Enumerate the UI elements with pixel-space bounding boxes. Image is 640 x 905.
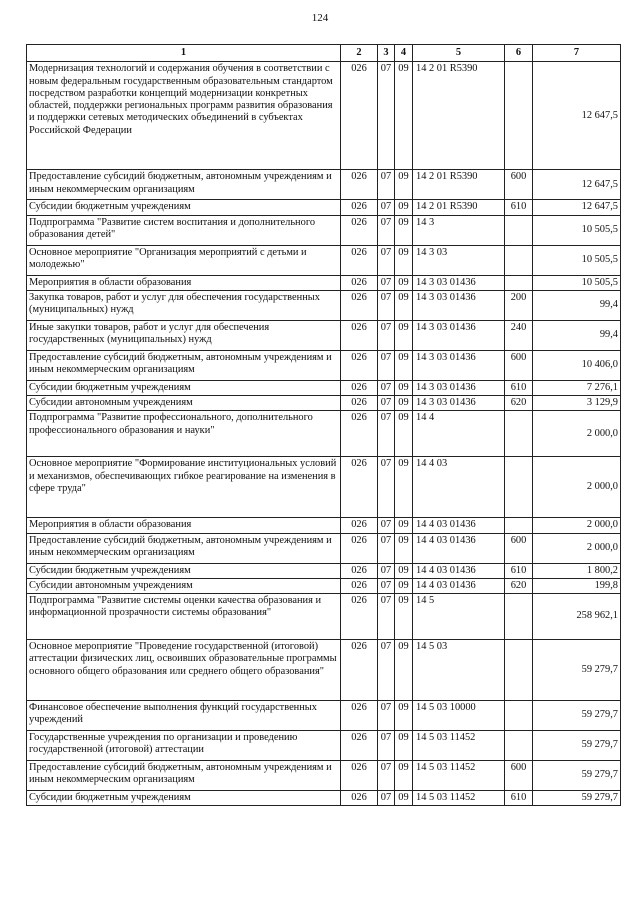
row-code-target: 14 4 03 01436 bbox=[413, 518, 505, 533]
row-code-target: 14 4 03 01436 bbox=[413, 533, 505, 563]
row-code-section: 07 bbox=[378, 731, 395, 761]
row-code-target: 14 4 03 bbox=[413, 457, 505, 518]
row-name: Основное мероприятие "Формирование институциональных условий и механизмов, обеспечивающих гибкое реагирование на изменения в сфере труда" bbox=[27, 457, 341, 518]
header-col-5: 5 bbox=[413, 45, 505, 62]
row-code-expense bbox=[505, 457, 533, 518]
table-row bbox=[27, 350, 621, 380]
row-code-subsection: 09 bbox=[395, 215, 413, 245]
row-code-target: 14 2 01 R5390 bbox=[413, 170, 505, 200]
row-code-section: 07 bbox=[378, 275, 395, 290]
row-name: Субсидии автономным учреждениям bbox=[27, 578, 341, 593]
row-code-subsection: 09 bbox=[395, 320, 413, 350]
row-code-section: 07 bbox=[378, 320, 395, 350]
row-code-expense: 610 bbox=[505, 791, 533, 806]
row-code-admin: 026 bbox=[341, 731, 378, 761]
row-code-subsection: 09 bbox=[395, 791, 413, 806]
row-code-target: 14 2 01 R5390 bbox=[413, 62, 505, 170]
row-code-target: 14 3 03 01436 bbox=[413, 320, 505, 350]
row-code-subsection: 09 bbox=[395, 275, 413, 290]
table-row bbox=[27, 275, 621, 290]
row-code-admin: 026 bbox=[341, 200, 378, 215]
row-code-section: 07 bbox=[378, 791, 395, 806]
row-code-target: 14 5 03 11452 bbox=[413, 761, 505, 791]
row-code-subsection: 09 bbox=[395, 533, 413, 563]
budget-table bbox=[26, 44, 621, 806]
table-row bbox=[27, 170, 621, 200]
row-name: Предоставление субсидий бюджетным, автономным учреждениям и иным некоммерческим организациям bbox=[27, 350, 341, 380]
row-code-admin: 026 bbox=[341, 320, 378, 350]
row-amount: 99,4 bbox=[533, 320, 621, 350]
header-col-2: 2 bbox=[341, 45, 378, 62]
row-name: Иные закупки товаров, работ и услуг для обеспечения государственных (муниципальных) нужд bbox=[27, 320, 341, 350]
row-code-section: 07 bbox=[378, 533, 395, 563]
row-code-admin: 026 bbox=[341, 701, 378, 731]
row-code-expense: 610 bbox=[505, 563, 533, 578]
table-header-row bbox=[27, 45, 621, 62]
row-code-admin: 026 bbox=[341, 457, 378, 518]
row-code-admin: 026 bbox=[341, 275, 378, 290]
row-code-target: 14 4 03 01436 bbox=[413, 578, 505, 593]
table-row bbox=[27, 640, 621, 701]
table-row bbox=[27, 518, 621, 533]
table-row bbox=[27, 578, 621, 593]
row-code-admin: 026 bbox=[341, 215, 378, 245]
row-code-section: 07 bbox=[378, 457, 395, 518]
header-col-7: 7 bbox=[533, 45, 621, 62]
row-code-expense bbox=[505, 245, 533, 275]
row-code-admin: 026 bbox=[341, 563, 378, 578]
row-name: Субсидии бюджетным учреждениям bbox=[27, 791, 341, 806]
row-amount: 59 279,7 bbox=[533, 701, 621, 731]
row-code-subsection: 09 bbox=[395, 245, 413, 275]
row-code-target: 14 4 bbox=[413, 411, 505, 457]
row-code-expense bbox=[505, 640, 533, 701]
row-code-subsection: 09 bbox=[395, 640, 413, 701]
row-code-expense: 240 bbox=[505, 320, 533, 350]
row-code-expense bbox=[505, 731, 533, 761]
row-code-expense: 600 bbox=[505, 761, 533, 791]
row-code-section: 07 bbox=[378, 200, 395, 215]
page-number: 124 bbox=[311, 12, 329, 24]
row-code-expense: 600 bbox=[505, 533, 533, 563]
row-amount: 2 000,0 bbox=[533, 457, 621, 518]
row-code-expense bbox=[505, 518, 533, 533]
row-code-admin: 026 bbox=[341, 594, 378, 640]
row-code-admin: 026 bbox=[341, 518, 378, 533]
row-name: Государственные учреждения по организации и проведению государственной (итоговой) аттестации bbox=[27, 731, 341, 761]
row-code-expense: 200 bbox=[505, 290, 533, 320]
row-code-expense: 600 bbox=[505, 170, 533, 200]
row-code-subsection: 09 bbox=[395, 518, 413, 533]
row-code-expense bbox=[505, 701, 533, 731]
row-name: Основное мероприятие "Организация мероприятий с детьми и молодежью" bbox=[27, 245, 341, 275]
table-row bbox=[27, 396, 621, 411]
row-code-target: 14 5 03 11452 bbox=[413, 791, 505, 806]
row-code-section: 07 bbox=[378, 170, 395, 200]
row-name: Основное мероприятие "Проведение государственной (итоговой) аттестации физических лиц, освоивших образовательные программы основного общего образования или среднего общего образования" bbox=[27, 640, 341, 701]
row-code-subsection: 09 bbox=[395, 350, 413, 380]
row-amount: 3 129,9 bbox=[533, 396, 621, 411]
row-name: Мероприятия в области образования bbox=[27, 275, 341, 290]
row-code-target: 14 3 bbox=[413, 215, 505, 245]
row-amount: 12 647,5 bbox=[533, 62, 621, 170]
row-code-subsection: 09 bbox=[395, 563, 413, 578]
row-amount: 10 505,5 bbox=[533, 215, 621, 245]
table-row bbox=[27, 731, 621, 761]
row-amount: 59 279,7 bbox=[533, 731, 621, 761]
row-code-section: 07 bbox=[378, 380, 395, 395]
row-code-admin: 026 bbox=[341, 245, 378, 275]
row-code-target: 14 2 01 R5390 bbox=[413, 200, 505, 215]
row-code-subsection: 09 bbox=[395, 170, 413, 200]
table-row bbox=[27, 380, 621, 395]
row-amount: 10 406,0 bbox=[533, 350, 621, 380]
header-col-3: 3 bbox=[378, 45, 395, 62]
row-code-section: 07 bbox=[378, 701, 395, 731]
row-code-subsection: 09 bbox=[395, 290, 413, 320]
row-code-subsection: 09 bbox=[395, 62, 413, 170]
row-code-target: 14 3 03 01436 bbox=[413, 350, 505, 380]
row-code-section: 07 bbox=[378, 578, 395, 593]
row-name: Подпрограмма "Развитие системы оценки качества образования и информационной прозрачности системы образования" bbox=[27, 594, 341, 640]
row-code-target: 14 5 03 bbox=[413, 640, 505, 701]
row-name: Подпрограмма "Развитие систем воспитания и дополнительного образования детей" bbox=[27, 215, 341, 245]
row-name: Субсидии бюджетным учреждениям bbox=[27, 563, 341, 578]
table-row bbox=[27, 245, 621, 275]
row-code-subsection: 09 bbox=[395, 457, 413, 518]
row-code-admin: 026 bbox=[341, 380, 378, 395]
row-amount: 2 000,0 bbox=[533, 533, 621, 563]
row-amount: 1 800,2 bbox=[533, 563, 621, 578]
row-name: Закупка товаров, работ и услуг для обеспечения государственных (муниципальных) нужд bbox=[27, 290, 341, 320]
row-name: Предоставление субсидий бюджетным, автономным учреждениям и иным некоммерческим организациям bbox=[27, 170, 341, 200]
row-code-target: 14 3 03 01436 bbox=[413, 275, 505, 290]
row-code-admin: 026 bbox=[341, 761, 378, 791]
table-row bbox=[27, 200, 621, 215]
row-code-expense bbox=[505, 275, 533, 290]
row-code-section: 07 bbox=[378, 245, 395, 275]
row-code-expense bbox=[505, 594, 533, 640]
row-amount: 10 505,5 bbox=[533, 275, 621, 290]
row-code-expense bbox=[505, 62, 533, 170]
row-name: Мероприятия в области образования bbox=[27, 518, 341, 533]
row-code-section: 07 bbox=[378, 761, 395, 791]
row-code-subsection: 09 bbox=[395, 396, 413, 411]
row-code-admin: 026 bbox=[341, 533, 378, 563]
table-row bbox=[27, 215, 621, 245]
row-amount: 12 647,5 bbox=[533, 200, 621, 215]
row-amount: 12 647,5 bbox=[533, 170, 621, 200]
row-code-section: 07 bbox=[378, 396, 395, 411]
row-code-subsection: 09 bbox=[395, 594, 413, 640]
table-row bbox=[27, 411, 621, 457]
row-name: Субсидии бюджетным учреждениям bbox=[27, 200, 341, 215]
table-row bbox=[27, 791, 621, 806]
row-amount: 59 279,7 bbox=[533, 791, 621, 806]
row-code-admin: 026 bbox=[341, 290, 378, 320]
row-code-subsection: 09 bbox=[395, 761, 413, 791]
row-code-admin: 026 bbox=[341, 350, 378, 380]
row-code-subsection: 09 bbox=[395, 380, 413, 395]
row-code-admin: 026 bbox=[341, 396, 378, 411]
row-code-expense: 610 bbox=[505, 200, 533, 215]
row-amount: 10 505,5 bbox=[533, 245, 621, 275]
row-name: Финансовое обеспечение выполнения функций государственных учреждений bbox=[27, 701, 341, 731]
row-name: Субсидии бюджетным учреждениям bbox=[27, 380, 341, 395]
row-code-target: 14 3 03 01436 bbox=[413, 290, 505, 320]
table-row bbox=[27, 457, 621, 518]
row-code-subsection: 09 bbox=[395, 200, 413, 215]
header-col-4: 4 bbox=[395, 45, 413, 62]
row-amount: 2 000,0 bbox=[533, 411, 621, 457]
row-amount: 59 279,7 bbox=[533, 640, 621, 701]
row-code-expense: 610 bbox=[505, 380, 533, 395]
row-code-target: 14 3 03 01436 bbox=[413, 380, 505, 395]
row-code-expense bbox=[505, 411, 533, 457]
row-amount: 7 276,1 bbox=[533, 380, 621, 395]
table-row bbox=[27, 594, 621, 640]
row-code-section: 07 bbox=[378, 640, 395, 701]
row-name: Предоставление субсидий бюджетным, автономным учреждениям и иным некоммерческим организациям bbox=[27, 533, 341, 563]
row-code-subsection: 09 bbox=[395, 701, 413, 731]
table-row bbox=[27, 290, 621, 320]
row-code-expense: 620 bbox=[505, 578, 533, 593]
table-row bbox=[27, 62, 621, 170]
row-name: Предоставление субсидий бюджетным, автономным учреждениям и иным некоммерческим организациям bbox=[27, 761, 341, 791]
row-amount: 59 279,7 bbox=[533, 761, 621, 791]
row-code-admin: 026 bbox=[341, 170, 378, 200]
row-code-admin: 026 bbox=[341, 62, 378, 170]
table-row bbox=[27, 701, 621, 731]
row-amount: 2 000,0 bbox=[533, 518, 621, 533]
row-amount: 199,8 bbox=[533, 578, 621, 593]
row-code-section: 07 bbox=[378, 62, 395, 170]
row-code-subsection: 09 bbox=[395, 578, 413, 593]
row-amount: 99,4 bbox=[533, 290, 621, 320]
header-col-1: 1 bbox=[27, 45, 341, 62]
row-code-subsection: 09 bbox=[395, 731, 413, 761]
row-name: Подпрограмма "Развитие профессионального, дополнительного профессионального образования и науки" bbox=[27, 411, 341, 457]
header-col-6: 6 bbox=[505, 45, 533, 62]
row-code-subsection: 09 bbox=[395, 411, 413, 457]
row-code-expense: 620 bbox=[505, 396, 533, 411]
row-name: Субсидии автономным учреждениям bbox=[27, 396, 341, 411]
row-code-admin: 026 bbox=[341, 791, 378, 806]
table-row bbox=[27, 533, 621, 563]
row-code-expense: 600 bbox=[505, 350, 533, 380]
row-code-target: 14 5 03 11452 bbox=[413, 731, 505, 761]
row-code-expense bbox=[505, 215, 533, 245]
table-row bbox=[27, 320, 621, 350]
row-code-section: 07 bbox=[378, 411, 395, 457]
row-code-target: 14 3 03 01436 bbox=[413, 396, 505, 411]
row-code-section: 07 bbox=[378, 563, 395, 578]
row-code-admin: 026 bbox=[341, 578, 378, 593]
row-code-section: 07 bbox=[378, 215, 395, 245]
row-code-target: 14 5 bbox=[413, 594, 505, 640]
row-code-target: 14 5 03 10000 bbox=[413, 701, 505, 731]
row-code-target: 14 3 03 bbox=[413, 245, 505, 275]
row-code-target: 14 4 03 01436 bbox=[413, 563, 505, 578]
row-code-section: 07 bbox=[378, 290, 395, 320]
row-code-admin: 026 bbox=[341, 640, 378, 701]
table-row bbox=[27, 761, 621, 791]
row-code-admin: 026 bbox=[341, 411, 378, 457]
row-name: Модернизация технологий и содержания обучения в соответствии с новым федеральным государственным образовательным стандартом посредством разработки концепций модернизации конкретных областей, поддержки региональных программ развития образования и поддержки сетевых методических объединений в субъектах Российской Федерации bbox=[27, 62, 341, 170]
row-code-section: 07 bbox=[378, 350, 395, 380]
row-code-section: 07 bbox=[378, 594, 395, 640]
row-code-section: 07 bbox=[378, 518, 395, 533]
row-amount: 258 962,1 bbox=[533, 594, 621, 640]
table-row bbox=[27, 563, 621, 578]
